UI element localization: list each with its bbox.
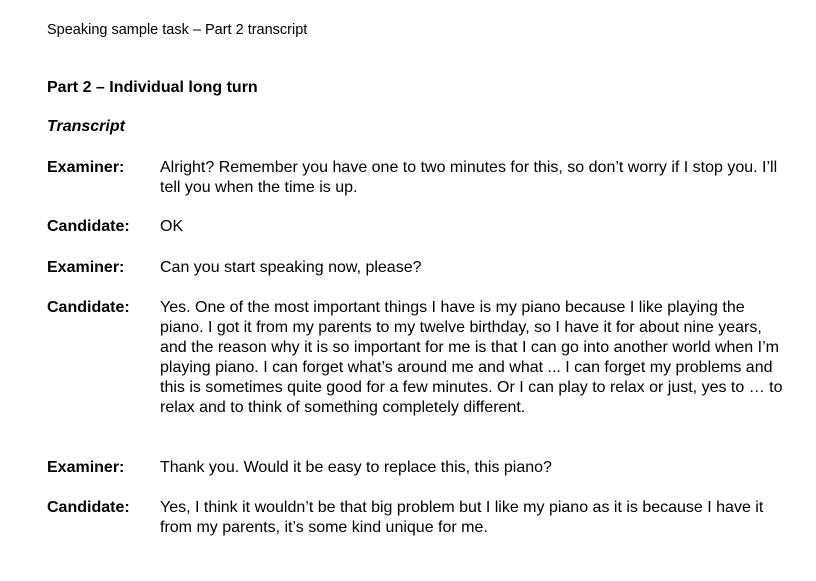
utterance-text: Thank you. Would it be easy to replace this, this piano? [160, 459, 552, 476]
utterance-text: Yes, I think it wouldn’t be that big problem but I like my piano as it is because I have it from my parents, it’s some kind unique for me. [160, 499, 764, 536]
speaker-label: Examiner: [47, 459, 125, 476]
speaker-label: Candidate: [47, 299, 130, 316]
speaker-label: Candidate: [47, 218, 130, 235]
section-title: Part 2 – Individual long turn [47, 79, 258, 96]
utterance-text: Yes. One of the most important things I have is my piano because I like playing the piano. I got it from my parents to my twelve birthday, so I have it for about nine years, and the reason why it is so important for me is that I can go into another world when I’m playing piano. I can forget what’s around me and what ... I can forget my problems and this is sometimes quite good for a few minutes. Or I can play to relax or just, yes to … to relax and to think of something completely different. [160, 299, 783, 416]
speaker-label: Examiner: [47, 259, 125, 276]
utterance-text: OK [160, 218, 184, 235]
subsection-title: Transcript [47, 118, 125, 135]
speaker-label: Candidate: [47, 499, 130, 516]
page-header: Speaking sample task – Part 2 transcript [47, 22, 308, 38]
utterance-text: Alright? Remember you have one to two minutes for this, so don’t worry if I stop you. I’ll tell you when the time is up. [160, 159, 778, 196]
speaker-label: Examiner: [47, 159, 125, 176]
utterance-text: Can you start speaking now, please? [160, 259, 422, 276]
